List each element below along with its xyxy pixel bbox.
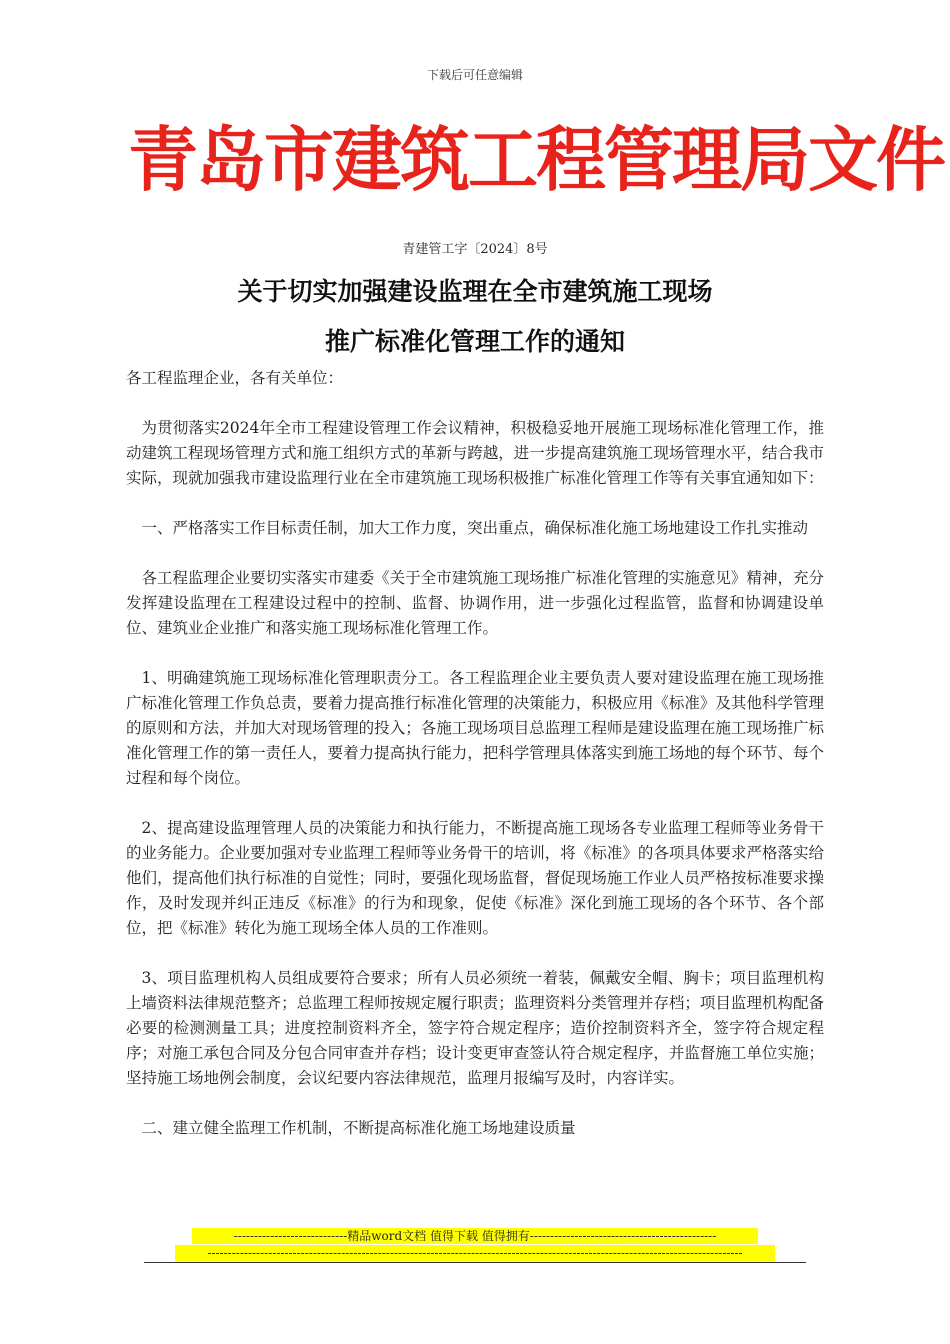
section-heading-1: 一、严格落实工作目标责任制，加大工作力度，突出重点，确保标准化施工场地建设工作扎实推动 [141,519,809,537]
notice-title-line-1: 关于切实加强建设监理在全市建筑施工现场 [237,277,713,306]
footer-divider [144,1262,806,1263]
document-number: 青建管工字〔2024〕8号 [402,242,548,257]
paragraph-item-3: 3、项目监理机构人员组成要符合要求；所有人员必须统一着装，佩戴安全帽、胸卡；项目监理机构上墙资料法律规范整齐；总监理工程师按规定履行职责；监理资料分类管理并存档；项目监理机构配备必要的检测测量工具；进度控制资料齐全，签字符合规定程序；造价控制资料齐全，签字符合规定程序；对施工承包合同及分包合同审查并存档；设计变更审查签认符合规定程序，并监督施工单位实施；坚持施工场地例会制度，会议纪要内容法律规范，监理月报编写及时，内容详实。 [126,969,824,1087]
masthead-title: 青岛市建筑工程管理局文件 [128,119,944,201]
footer-banner [0,1228,950,1261]
section-heading-2: 二、建立健全监理工作机制，不断提高标准化施工场地建设质量 [141,1119,576,1137]
paragraph-section-1: 各工程监理企业要切实落实市建委《关于全市建筑施工现场推广标准化管理的实施意见》精神，充分发挥建设监理在工程建设过程中的控制、监督、协调作用，进一步强化过程监管，监督和协调建设单位、建筑业企业推广和落实施工现场标准化管理工作。 [126,569,824,637]
top-editable-note: 下载后可任意编辑 [426,68,523,82]
greeting: 各工程监理企业，各有关单位： [126,369,344,387]
paragraph-item-2: 2、提高建设监理管理人员的决策能力和执行能力，不断提高施工现场各专业监理工程师等业务骨干的业务能力。企业要加强对专业监理工程师等业务骨干的培训，将《标准》的各项具体要求严格落实给他们，提高他们执行标准的自觉性；同时，要强化现场监督，督促现场施工作业人员严格按标准要求操作，及时发现并纠正违反《标准》的行为和现象，促使《标准》深化到施工现场的各个环节、各个部位，把《标准》转化为施工现场全体人员的工作准则。 [126,819,824,937]
footer-banner-line-1: ----------------------------精品word文档 值得下载 值得拥有---------------------------------------------- [192,1228,758,1244]
paragraph-intro: 为贯彻落实2024年全市工程建设管理工作会议精神，积极稳妥地开展施工现场标准化管理工作，推动建筑工程现场管理方式和施工组织方式的革新与跨越，进一步提高建筑施工现场管理水平，结合我市实际，现就加强我市建设监理行业在全市建筑施工现场积极推广标准化管理工作等有关事宜通知如下： [126,419,824,487]
footer-banner-line-2: ------------------------------------------------------------------------------------------------------------------------------------ [175,1245,775,1261]
notice-title-line-2: 推广标准化管理工作的通知 [324,327,625,356]
paragraph-item-1: 1、明确建筑施工现场标准化管理职责分工。各工程监理企业主要负责人要对建设监理在施工现场推广标准化管理工作负总责，要着力提高推行标准化管理的决策能力，积极应用《标准》及其他科学管理的原则和方法，并加大对现场管理的投入；各施工现场项目总监理工程师是建设监理在施工现场推广标准化管理工作的第一责任人，要着力提高执行能力，把科学管理具体落实到施工场地的每个环节、每个过程和每个岗位。 [126,669,824,787]
notice-body [126,366,824,1166]
